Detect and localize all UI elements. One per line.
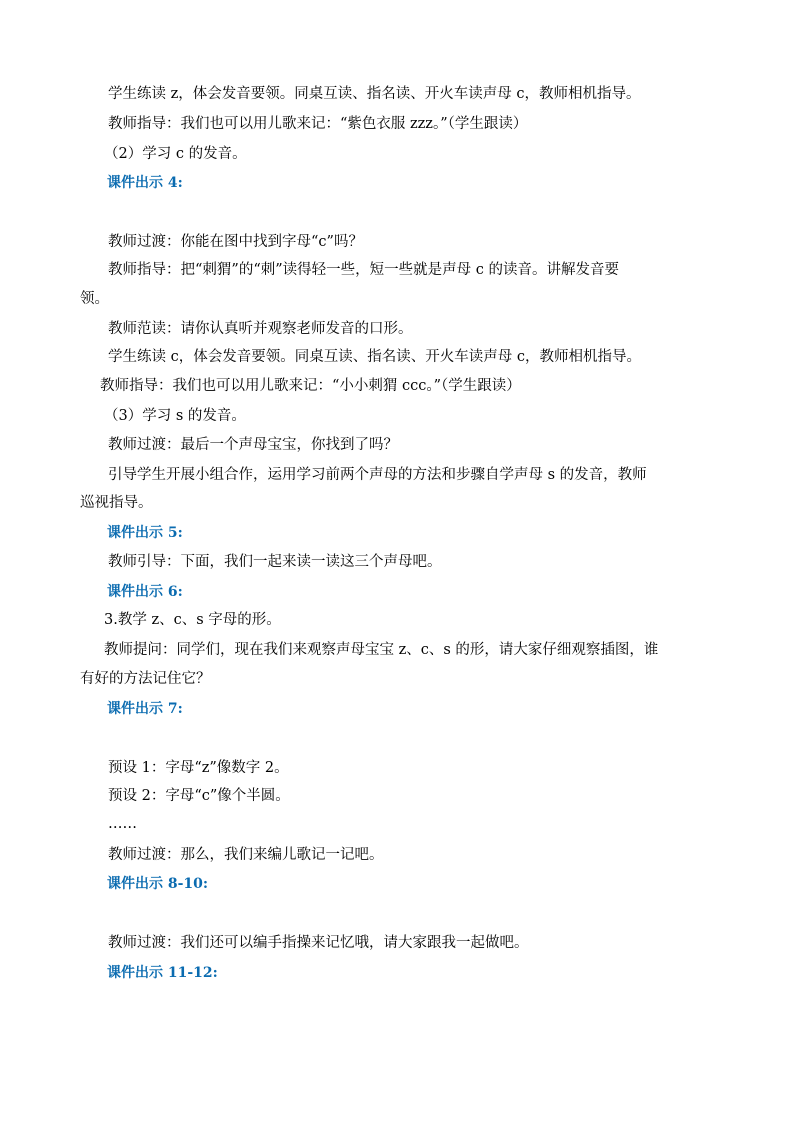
- paragraph-line: 巡视指导。: [80, 495, 153, 511]
- paragraph-line: 预设 1：字母“z”像数字 2。: [108, 760, 289, 776]
- paragraph-line: 学生练读 c，体会发音要领。同桌互读、指名读、开火车读声母 c，教师相机指导。: [108, 349, 641, 365]
- courseware-heading: 课件出示 6:: [107, 584, 183, 600]
- paragraph-line: 领。: [80, 291, 109, 307]
- paragraph-line: 引导学生开展小组合作，运用学习前两个声母的方法和步骤自学声母 s 的发音，教师: [108, 467, 647, 483]
- paragraph-line: 教师指导：我们也可以用儿歌来记：“小小刺猬 ccc。”（学生跟读）: [100, 378, 521, 394]
- paragraph-line: 有好的方法记住它？: [80, 671, 211, 687]
- courseware-heading: 课件出示 11-12:: [107, 965, 218, 981]
- courseware-heading: 课件出示 8-10:: [107, 876, 209, 892]
- section-subheading: （3）学习 s 的发音。: [104, 408, 246, 424]
- courseware-heading: 课件出示 4:: [107, 175, 183, 191]
- paragraph-line: 预设 2：字母“c”像个半圆。: [108, 788, 290, 804]
- paragraph-line: 教师指导：我们也可以用儿歌来记：“紫色衣服 zzz。”（学生跟读）: [108, 116, 528, 132]
- paragraph-line: 教师过渡：你能在图中找到字母“c”吗？: [108, 234, 363, 250]
- paragraph-line: 教师范读：请你认真听并观察老师发音的口形。: [108, 321, 413, 337]
- paragraph-line: 学生练读 z，体会发音要领。同桌互读、指名读、开火车读声母 c，教师相机指导。: [108, 86, 641, 102]
- paragraph-line: 教师指导：把“刺猬”的“刺”读得轻一些，短一些就是声母 c 的读音。讲解发音要: [108, 262, 619, 278]
- courseware-heading: 课件出示 7:: [107, 701, 183, 717]
- ellipsis-line: ……: [108, 816, 137, 832]
- paragraph-line: 教师过渡：那么，我们来编儿歌记一记吧。: [108, 847, 384, 863]
- section-subheading: 3.教学 z、c、s 字母的形。: [104, 612, 281, 628]
- paragraph-line: 教师引导：下面，我们一起来读一读这三个声母吧。: [108, 554, 442, 570]
- paragraph-line: 教师提问：同学们，现在我们来观察声母宝宝 z、c、s 的形，请大家仔细观察插图，谁: [104, 642, 659, 658]
- paragraph-line: 教师过渡：最后一个声母宝宝，你找到了吗？: [108, 437, 398, 453]
- paragraph-line: 教师过渡：我们还可以编手指操来记忆哦，请大家跟我一起做吧。: [108, 935, 529, 951]
- section-subheading: （2）学习 c 的发音。: [104, 146, 247, 162]
- courseware-heading: 课件出示 5:: [107, 525, 183, 541]
